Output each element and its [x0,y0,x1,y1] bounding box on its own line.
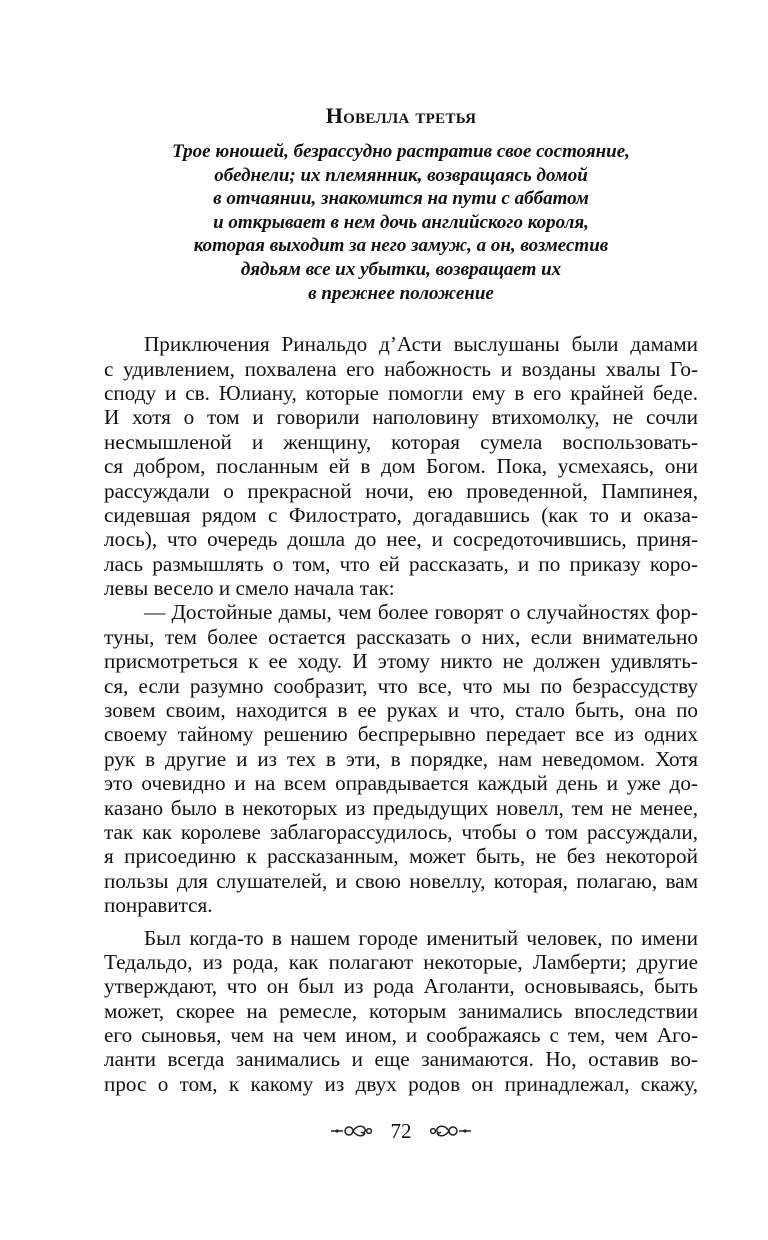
text-line: туны, тем более остается рассказать о них, если внимательно [104,624,698,649]
text-line: пользы для слушателей, и свою новеллу, которая, полагаю, вам [104,868,698,893]
text-line: — Достойные дамы, чем более говорят о случайностях фор- [144,600,698,625]
text-line: может, скорее на ремесле, которым занимались впоследствии [104,998,698,1023]
text-line: утверждают, что он был из рода Аголанти, основываясь, быть [104,974,698,999]
text-line: я присоединю к рассказанным, может быть, не без некоторой [104,844,698,869]
text-line: лось), что очередь дошла до нее, и сосредоточившись, приня- [104,527,698,552]
paragraph-spacer [104,918,698,926]
text-line: левы весело и смело начала так: [104,576,395,601]
paragraph-2 [104,600,698,917]
body-text [104,332,698,1096]
text-line: казано было в некоторых из предыдущих новелл, тем не менее, [104,795,698,820]
text-line: присмотреться к ее ходу. И этому никто не должен удивлять- [104,649,698,674]
text-line: рук в другие и из тех в эти, в порядке, нам неведомом. Хотя [104,746,698,771]
novella-summary [104,140,698,305]
text-line: так как королеве заблагорассудилось, чтобы о том рассуждали, [104,819,698,844]
text-line: лась размышлять о том, что ей рассказать, и по приказу коро- [104,551,698,576]
text-line: ланти всегда занимались и еще занимаются. Но, оставив во- [104,1047,698,1072]
floral-fleuron-icon [329,1122,375,1140]
summary-line: и открывает в нем дочь английского короля, [213,211,589,233]
text-line: Тедальдо, из рода, как полагают некоторые, Ламберти; другие [104,949,698,974]
text-line: рассуждали о прекрасной ночи, ею проведенной, Пампинея, [104,478,698,503]
summary-line: в отчаянии, знакомится на пути с аббатом [213,188,589,210]
page-number: 72 [390,1119,412,1144]
text-line: зовем своим, находится в ее руках и что, стало быть, она по [104,698,698,723]
text-line: прос о том, к какому из двух родов он принадлежал, скажу, [104,1071,698,1096]
text-line: ся добром, посланным ей в дом Богом. Пока, усмехаясь, они [104,454,698,479]
text-line: ся, если разумно сообразит, что все, что мы по безрассудству [104,673,698,698]
text-line: его сыновья, чем на чем ином, и соображаясь с тем, чем Аго- [104,1023,698,1048]
text-line: понравится. [104,893,213,918]
paragraph-1 [104,332,698,600]
text-line: И хотя о том и говорили наполовину втихомолку, не сочли [104,405,698,430]
summary-line: в прежнее положение [308,282,494,304]
summary-line: дядьям все их убытки, возвращает их [240,258,562,280]
summary-line: которая выходит за него замуж, а он, возместив [193,235,609,257]
text-line: Приключения Ринальдо д’Асти выслушаны были дамами [144,332,698,357]
text-line: Был когда-то в нашем городе именитый человек, по имени [144,925,698,950]
book-page [104,100,698,1200]
text-line: своему тайному решению беспрерывно передает все из одних [104,722,698,747]
novella-title: Новелла третья [325,103,477,128]
paragraph-3 [104,926,698,1097]
summary-line: Трое юношей, безрассудно растратив свое состояние, [172,141,630,162]
text-line: споду и св. Юлиану, которые помогли ему в его крайней беде. [104,380,698,405]
text-line: несмышленой и женщину, которая сумела воспользовать- [104,429,698,454]
floral-fleuron-icon [427,1122,473,1140]
text-line: сидевшая рядом с Филострато, догадавшись (как то и оказа- [104,502,698,527]
text-line: это очевидно и на всем оправдывается каждый день и уже до- [104,771,698,796]
summary-line: обеднели; их племянник, возвращаясь домой [214,164,588,186]
page-footer [104,1116,698,1144]
text-line: с удивлением, похвалена его набожность и возданы хвалы Го- [104,356,698,381]
